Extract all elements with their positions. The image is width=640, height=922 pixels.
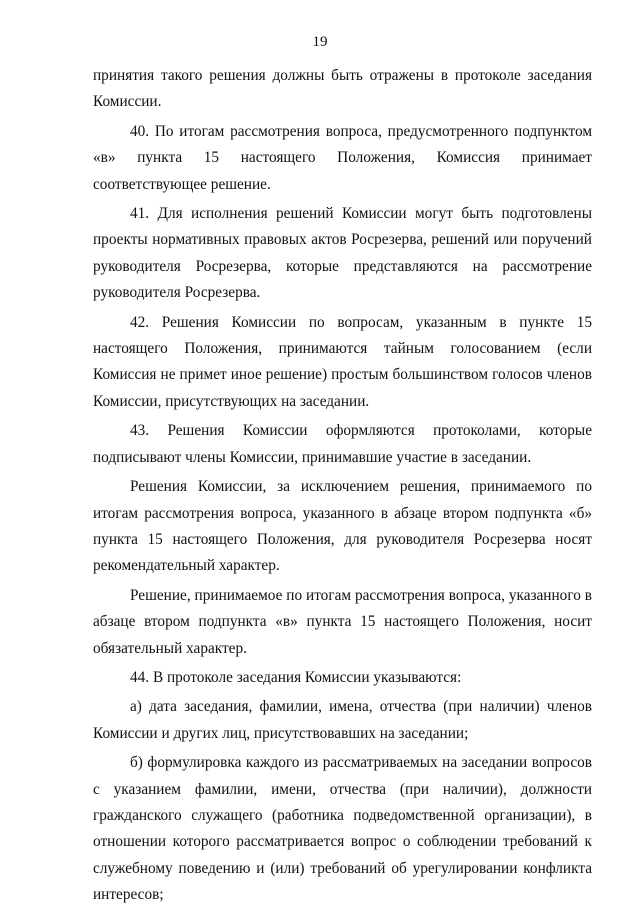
paragraph-44-a: а) дата заседания, фамилии, имена, отчества (при наличии) членов Комиссии и других лиц, присутствовавших на заседании; <box>93 698 592 742</box>
document-body <box>93 63 592 912</box>
paragraph-44-b: б) формулировка каждого из рассматриваемых на заседании вопросов с указанием фамилии, имени, отчества (при наличии), должности гражданского служащего (работника подведомственной организации), в отношении которого рассматривается вопрос о соблюдении требований к служебному поведению и (или) требований об урегулировании конфликта интересов; <box>93 754 592 904</box>
paragraph-41: 41. Для исполнения решений Комиссии могут быть подготовлены проекты нормативных правовых актов Росрезерва, решений или поручений руководителя Росрезерва, которые представляются на рассмотрение руководителя Росрезерва. <box>93 205 592 302</box>
paragraph-recommendations: Решения Комиссии, за исключением решения, принимаемого по итогам рассмотрения вопроса, указанного в абзаце втором подпункта «б» пункта 15 настоящего Положения, для руководителя Росрезерва носят рекомендательный характер. <box>93 478 592 575</box>
paragraph-43: 43. Решения Комиссии оформляются протоколами, которые подписывают члены Комиссии, принимавшие участие в заседании. <box>93 422 592 466</box>
page-number: 19 <box>312 34 328 50</box>
paragraph-42: 42. Решения Комиссии по вопросам, указанным в пункте 15 настоящего Положения, принимаются тайным голосованием (если Комиссия не примет иное решение) простым большинством голосов членов Комиссии, присутствующих на заседании. <box>93 313 592 410</box>
paragraph-40: 40. По итогам рассмотрения вопроса, предусмотренного подпунктом «в» пункта 15 настоящего Положения, Комиссия принимает соответствующее решение. <box>93 122 592 193</box>
paragraph-44: 44. В протоколе заседания Комиссии указываются: <box>130 668 462 686</box>
paragraph-continuation: принятия такого решения должны быть отражены в протоколе заседания Комиссии. <box>93 67 592 111</box>
paragraph-mandatory: Решение, принимаемое по итогам рассмотрения вопроса, указанного в абзаце втором подпункта «в» пункта 15 настоящего Положения, носит обязательный характер. <box>93 586 592 657</box>
